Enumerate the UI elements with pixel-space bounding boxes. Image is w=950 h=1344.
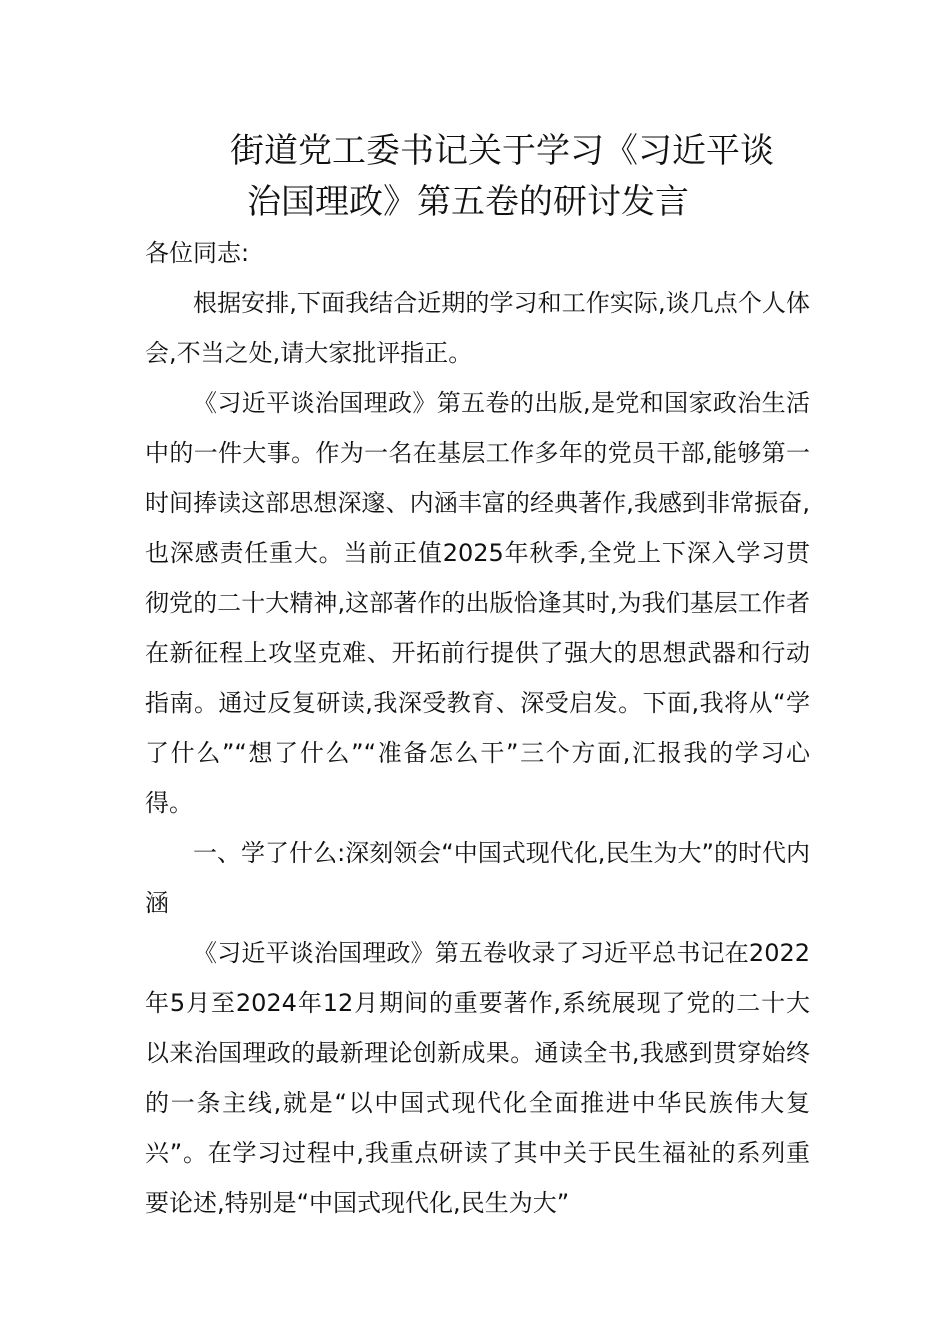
paragraph-section-1: 《习近平谈治国理政》第五卷收录了习近平总书记在2022年5月至2024年12月期间的重要著作,系统展现了党的二十大以来治国理政的最新理论创新成果。通读全书,我感到贯穿始终的一条主线,就是“以中国式现代化全面推进中华民族伟大复兴”。在学习过程中,我重点研读了其中关于民生福祉的系列重要论述,特别是“中国式现代化,民生为大” bbox=[145, 939, 810, 1217]
section-heading-1: 一、学了什么:深刻领会“中国式现代化,民生为大”的时代内涵 bbox=[145, 839, 810, 917]
paragraph-intro: 根据安排,下面我结合近期的学习和工作实际,谈几点个人体会,不当之处,请大家批评指正。 bbox=[145, 289, 810, 367]
document-title-line-2: 治国理政》第五卷的研讨发言 bbox=[247, 182, 689, 222]
document-body bbox=[145, 228, 810, 1228]
salutation: 各位同志: bbox=[145, 239, 250, 267]
document-title-line-1: 街道党工委书记关于学习《习近平谈 bbox=[230, 131, 774, 171]
paragraph-publication: 《习近平谈治国理政》第五卷的出版,是党和国家政治生活中的一件大事。作为一名在基层工作多年的党员干部,能够第一时间捧读这部思想深邃、内涵丰富的经典著作,我感到非常振奋,也深感责任重大。当前正值2025年秋季,全党上下深入学习贯彻党的二十大精神,这部著作的出版恰逢其时,为我们基层工作者在新征程上攻坚克难、开拓前行提供了强大的思想武器和行动指南。通过反复研读,我深受教育、深受启发。下面,我将从“学了什么”“想了什么”“准备怎么干”三个方面,汇报我的学习心得。 bbox=[145, 389, 810, 817]
